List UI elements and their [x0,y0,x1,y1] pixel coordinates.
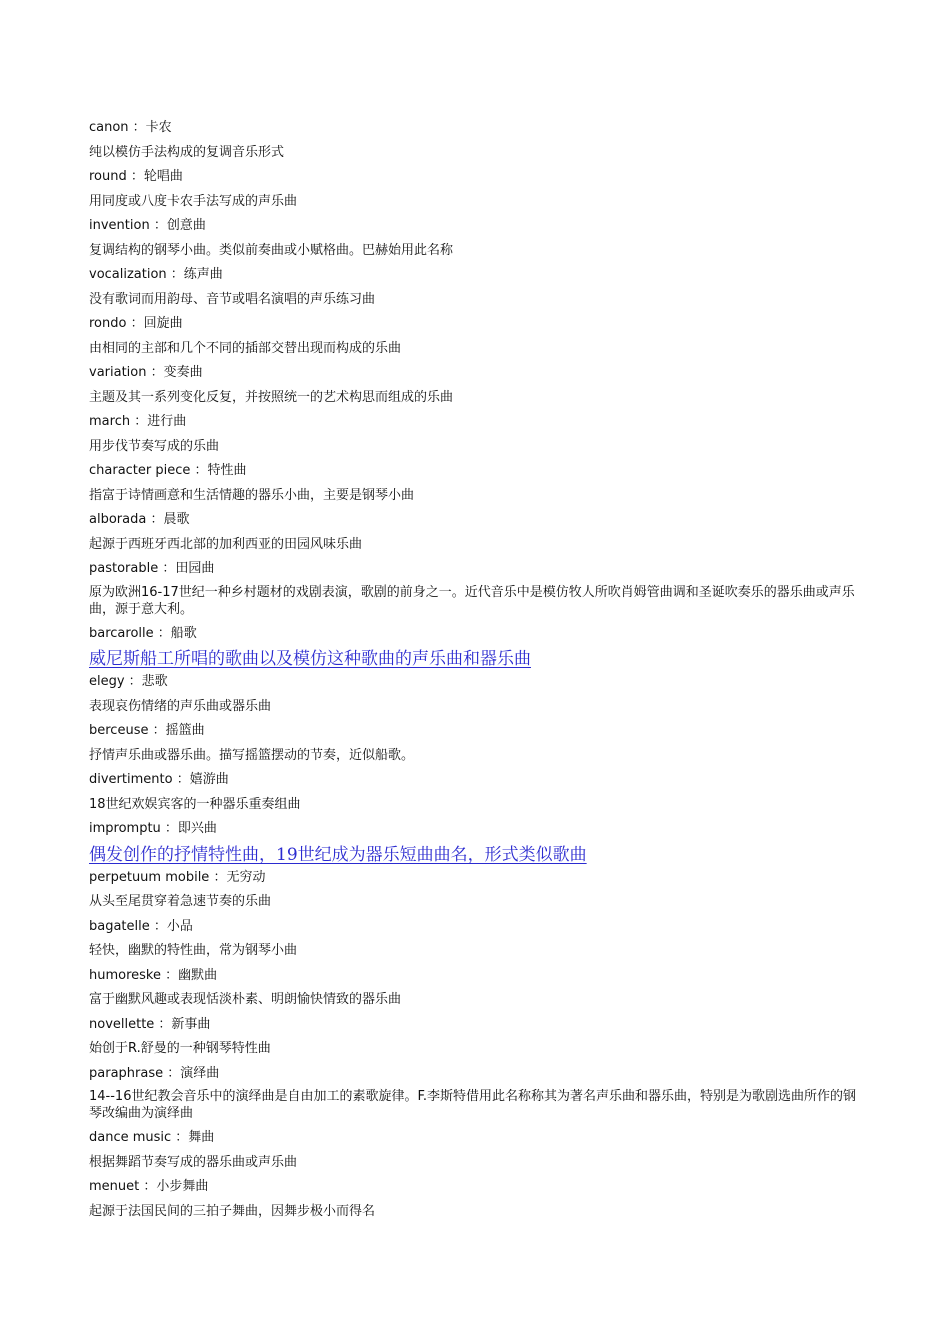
definition-rondo: 由相同的主部和几个不同的插部交替出现而构成的乐曲 [89,340,402,356]
definition-round: 用同度或八度卡农手法写成的声乐曲 [89,193,298,209]
definition-barcarolle-link[interactable]: 威尼斯船工所唱的歌曲以及模仿这种歌曲的声乐曲和器乐曲 [89,649,531,669]
definition-bagatelle: 轻快，幽默的特性曲，常为钢琴小曲 [89,943,298,958]
definition-berceuse: 抒情声乐曲或器乐曲。描写摇篮摆动的节奏，近似船歌。 [89,747,415,763]
definition-novellette: 始创于R.舒曼的一种钢琴特性曲 [89,1041,271,1056]
term-berceuse: berceuse ：摇篮曲 [89,723,205,738]
term-elegy: elegy ：悲歌 [89,674,168,689]
definition-vocalization: 没有歌词而用韵母、音节或唱名演唱的声乐练习曲 [89,291,376,307]
definition-perpetuum-mobile: 从头至尾贯穿着急速节奏的乐曲 [89,894,272,909]
term-novellette: novellette ：新事曲 [89,1016,211,1032]
definition-paraphrase: 14--16世纪教会音乐中的演绎曲是自由加工的素歌旋律。F.李斯特借用此名称称其为著名声乐曲和器乐曲，特别是为歌剧选曲所作的钢琴改编曲为演绎曲 [89,1089,856,1121]
term-rondo: rondo ：回旋曲 [89,316,183,331]
definition-march: 用步伐节奏写成的乐曲 [89,438,220,454]
term-alborada: alborada ：晨歌 [89,512,190,527]
definition-canon: 纯以模仿手法构成的复调音乐形式 [89,144,285,160]
definition-humoreske: 富于幽默风趣或表现恬淡朴素、明朗愉快情致的器乐曲 [89,992,402,1007]
definition-pastorable: 原为欧洲16-17世纪一种乡村题材的戏剧表演，歌剧的前身之一。近代音乐中是模仿牧人所吹肖姆管曲调和圣诞吹奏乐的器乐曲或声乐曲，源于意大利。 [89,584,855,617]
term-variation: variation ：变奏曲 [89,365,203,380]
definition-alborada: 起源于西班牙西北部的加利西亚的田园风味乐曲 [89,536,363,552]
term-invention: invention ：创意曲 [89,218,206,233]
term-impromptu: impromptu ：即兴曲 [89,821,217,836]
term-bagatelle: bagatelle ：小品 [89,918,193,934]
term-divertimento: divertimento ：嬉游曲 [89,772,229,787]
term-menuet: menuet ：小步舞曲 [89,1179,209,1194]
term-humoreske: humoreske ：幽默曲 [89,967,218,983]
term-canon: canon ：卡农 [89,120,172,135]
term-perpetuum-mobile: perpetuum mobile ：无穷动 [89,869,266,885]
definition-impromptu-link[interactable]: 偶发创作的抒情特性曲，19世纪成为器乐短曲曲名，形式类似歌曲 [89,844,587,865]
glossary-list [89,118,864,1226]
definition-variation: 主题及其一系列变化反复，并按照统一的艺术构思而组成的乐曲 [89,389,454,405]
definition-divertimento: 18世纪欢娱宾客的一种器乐重奏组曲 [89,796,301,812]
term-vocalization: vocalization ：练声曲 [89,267,223,282]
definition-character-piece: 指富于诗情画意和生活情趣的器乐小曲，主要是钢琴小曲 [89,487,415,503]
term-character-piece: character piece ：特性曲 [89,463,247,478]
definition-invention: 复调结构的钢琴小曲。类似前奏曲或小赋格曲。巴赫始用此名称 [89,242,454,258]
term-paraphrase: paraphrase ：演绎曲 [89,1065,220,1081]
term-dance-music: dance music ：舞曲 [89,1130,215,1145]
term-barcarolle: barcarolle ：船歌 [89,625,197,641]
term-pastorable: pastorable ：田园曲 [89,561,215,576]
definition-elegy: 表现哀伤情绪的声乐曲或器乐曲 [89,698,272,714]
definition-dance-music: 根据舞蹈节奏写成的器乐曲或声乐曲 [89,1154,298,1170]
term-round: round ：轮唱曲 [89,169,183,184]
term-march: march ：进行曲 [89,414,187,429]
definition-menuet: 起源于法国民间的三拍子舞曲，因舞步极小而得名 [89,1203,376,1219]
